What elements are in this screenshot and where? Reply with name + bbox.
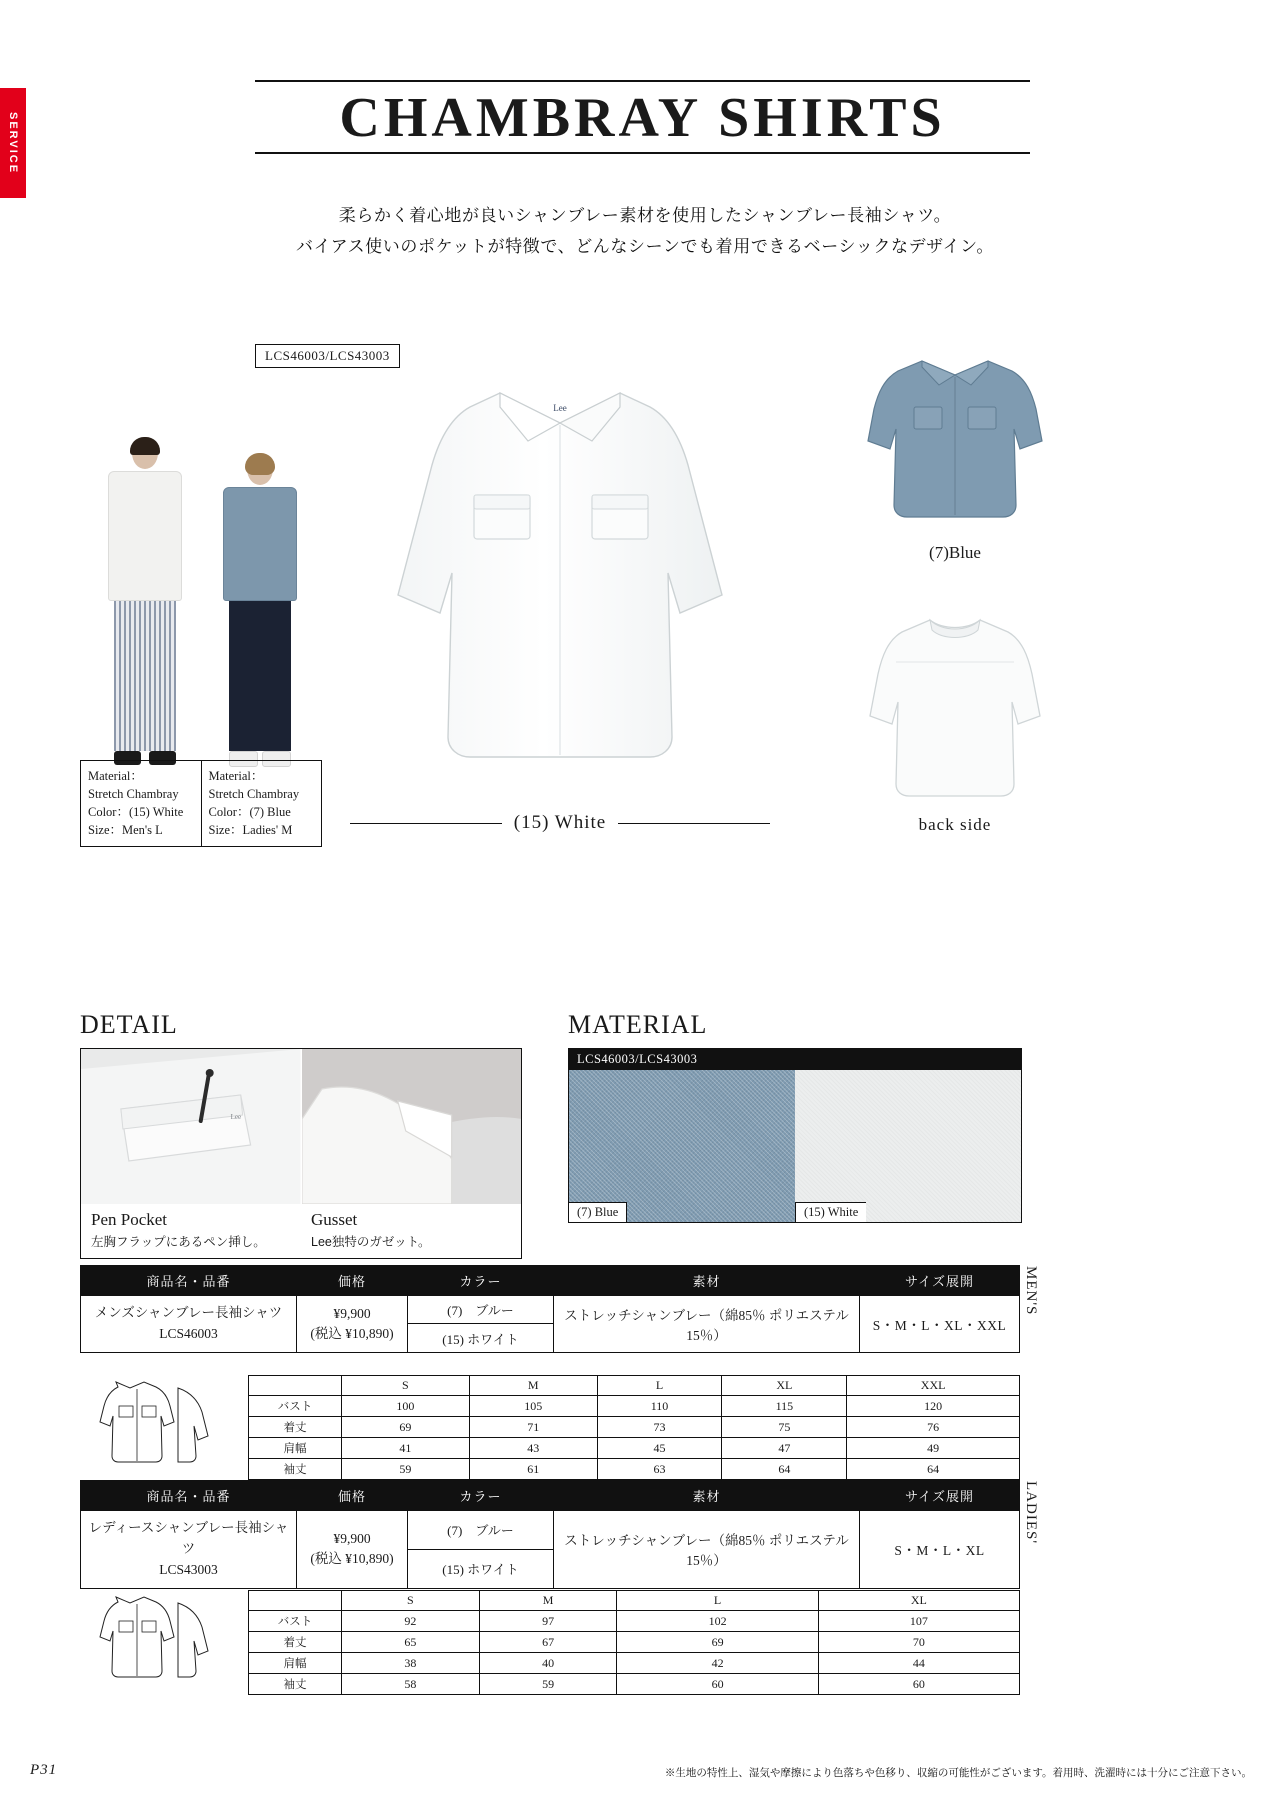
mens-color-blue: (7) ブルー (408, 1296, 554, 1324)
size-row-label: 肩幅 (249, 1438, 342, 1459)
size-value: 42 (617, 1653, 818, 1674)
size-value: 59 (342, 1459, 470, 1480)
caption-rule-right (618, 823, 770, 824)
caption-material-value: Stretch Chambray (88, 787, 179, 802)
product-image-back-side (860, 600, 1050, 815)
ladies-side-tag (1022, 1481, 1039, 1581)
size-value: 102 (617, 1611, 818, 1632)
size-value: 47 (722, 1438, 847, 1459)
service-side-tab (0, 88, 26, 198)
col-size-range: サイズ展開 (860, 1481, 1020, 1511)
size-row-label: 袖丈 (249, 1459, 342, 1480)
size-col-l: L (617, 1591, 818, 1611)
size-row-bust (249, 1396, 1020, 1417)
size-row-shoulder (249, 1653, 1020, 1674)
size-col-xl: XL (722, 1376, 847, 1396)
back-side-label: back side (918, 815, 992, 834)
ladies-price: ¥9,900 (333, 1531, 371, 1547)
intro-text (180, 200, 1110, 263)
mens-size-range: S・M・L・XL・XXL (860, 1296, 1020, 1353)
table-row (81, 1296, 1020, 1324)
size-row-length (249, 1632, 1020, 1653)
size-col-xl: XL (818, 1591, 1019, 1611)
size-row-label: 袖丈 (249, 1674, 342, 1695)
col-price: 価格 (297, 1266, 408, 1296)
size-corner-cell (249, 1591, 342, 1611)
size-value: 43 (469, 1438, 597, 1459)
size-value: 40 (479, 1653, 617, 1674)
service-tab-label: SERVICE (7, 111, 19, 175)
size-value: 38 (342, 1653, 480, 1674)
mens-product-name-cell (81, 1296, 297, 1353)
size-value: 44 (818, 1653, 1019, 1674)
ladies-price-cell (297, 1511, 408, 1589)
size-row-label: 着丈 (249, 1417, 342, 1438)
model-material-captions (80, 760, 322, 847)
model-hair (245, 453, 275, 475)
page-number: P31 (30, 1762, 58, 1778)
size-row-bust (249, 1611, 1020, 1632)
model-hair (130, 437, 160, 455)
caption-material-value: Stretch Chambray (208, 787, 300, 802)
detail-title: Gusset (311, 1210, 358, 1229)
size-value: 107 (818, 1611, 1019, 1632)
size-header-row (249, 1376, 1020, 1396)
size-value: 59 (479, 1674, 617, 1695)
table-row (81, 1511, 1020, 1550)
size-value: 64 (847, 1459, 1020, 1480)
mens-product-code: LCS46003 (159, 1325, 218, 1341)
col-product-name: 商品名・品番 (81, 1481, 297, 1511)
svg-text:Lee: Lee (230, 1112, 242, 1122)
detail-subtitle: 左胸フラップにあるペン挿し。 (91, 1235, 266, 1249)
ladies-price-tax: (税込 ¥10,890) (310, 1551, 394, 1567)
table-header-row (81, 1266, 1020, 1296)
ladies-side-tag-label: LADIES' (1023, 1481, 1039, 1545)
title-rule-bottom (255, 152, 1030, 154)
material-code-bar: LCS46003/LCS43003 (569, 1049, 1021, 1070)
size-value: 65 (342, 1632, 480, 1653)
mens-side-tag (1022, 1266, 1039, 1356)
size-col-s: S (342, 1376, 470, 1396)
intro-line-1: 柔らかく着心地が良いシャンブレー素材を使用したシャンブレー長袖シャツ。 (338, 206, 952, 225)
svg-text:Lee: Lee (553, 403, 567, 413)
size-value: 41 (342, 1438, 470, 1459)
product-image-blue-shirt (860, 345, 1050, 535)
size-value: 76 (847, 1417, 1020, 1438)
ladies-size-range: S・M・L・XL (860, 1511, 1020, 1589)
size-row-shoulder (249, 1438, 1020, 1459)
mens-technical-drawing (86, 1370, 236, 1466)
intro-line-2: バイアス使いのポケットが特徴で、どんなシーンでも着用できるベーシックなデザイン。 (295, 237, 995, 257)
title-rule-top (255, 80, 1030, 82)
mens-price: ¥9,900 (333, 1305, 371, 1321)
size-value: 105 (469, 1396, 597, 1417)
size-value: 60 (818, 1674, 1019, 1695)
table-header-row (81, 1481, 1020, 1511)
page-title: CHAMBRAY SHIRTS (339, 87, 946, 149)
size-value: 69 (342, 1417, 470, 1438)
model-mens (90, 437, 200, 765)
mens-product-name: メンズシャンブレー長袖シャツ (94, 1305, 283, 1320)
size-row-label: 肩幅 (249, 1653, 342, 1674)
size-value: 45 (597, 1438, 722, 1459)
size-col-m: M (469, 1376, 597, 1396)
material-heading: MATERIAL (568, 1010, 708, 1039)
mens-size-table (248, 1375, 1020, 1480)
detail-caption-pen-pocket (81, 1210, 301, 1250)
size-value: 75 (722, 1417, 847, 1438)
detail-subtitle: Lee独特のガゼット。 (311, 1235, 431, 1249)
col-product-name: 商品名・品番 (81, 1266, 297, 1296)
caption-color: Color：(15) White (88, 805, 184, 820)
size-value: 49 (847, 1438, 1020, 1459)
size-value: 64 (722, 1459, 847, 1480)
model-caption-ladies (201, 761, 322, 846)
blue-color-label: (7)Blue (929, 543, 981, 562)
size-value: 110 (597, 1396, 722, 1417)
ladies-color-white: (15) ホワイト (408, 1549, 554, 1588)
size-value: 60 (617, 1674, 818, 1695)
detail-title: Pen Pocket (91, 1210, 168, 1229)
caption-material-label: Material： (208, 769, 264, 783)
size-value: 71 (469, 1417, 597, 1438)
product-code-badge: LCS46003/LCS43003 (255, 344, 400, 368)
size-value: 58 (342, 1674, 480, 1695)
detail-caption-gusset (301, 1210, 521, 1250)
size-value: 97 (479, 1611, 617, 1632)
ladies-product-code: LCS43003 (159, 1561, 218, 1577)
model-shirt-blue (223, 487, 297, 601)
size-value: 92 (342, 1611, 480, 1632)
detail-block (80, 1048, 522, 1259)
col-color: カラー (408, 1481, 554, 1511)
col-material: 素材 (554, 1266, 860, 1296)
ladies-material: ストレッチシャンブレー（綿85％ ポリエステル15％） (554, 1511, 860, 1589)
size-value: 61 (469, 1459, 597, 1480)
model-photos (80, 380, 320, 765)
model-caption-mens (81, 761, 201, 846)
size-value: 120 (847, 1396, 1020, 1417)
footnote: ※生地の特性上、湿気や摩擦により色落ちや色移り、収縮の可能性がございます。着用時、洗濯時には十分にご注意下さい。 (664, 1767, 1252, 1779)
material-swatch-white (795, 1070, 1021, 1222)
material-swatch-label-blue: (7) Blue (569, 1202, 627, 1222)
model-pants-denim (229, 601, 291, 751)
model-shirt-white (108, 471, 182, 601)
material-block (568, 1048, 1022, 1223)
ladies-color-blue: (7) ブルー (408, 1511, 554, 1550)
size-value: 100 (342, 1396, 470, 1417)
size-col-m: M (479, 1591, 617, 1611)
mens-side-tag-label: MEN'S (1023, 1266, 1039, 1316)
col-size-range: サイズ展開 (860, 1266, 1020, 1296)
size-col-xxl: XXL (847, 1376, 1020, 1396)
caption-size: Size：Men's L (88, 823, 163, 838)
col-color: カラー (408, 1266, 554, 1296)
size-value: 63 (597, 1459, 722, 1480)
size-value: 70 (818, 1632, 1019, 1653)
ladies-size-table (248, 1590, 1020, 1695)
model-pants-stripe (114, 601, 176, 751)
size-col-s: S (342, 1591, 480, 1611)
detail-heading: DETAIL (80, 1010, 178, 1039)
material-swatch-blue (569, 1070, 795, 1222)
ladies-spec-table (80, 1480, 1020, 1589)
ladies-product-name: レディースシャンブレー長袖シャツ (88, 1520, 289, 1556)
detail-image-pen-pocket (81, 1049, 301, 1204)
caption-material-label: Material： (88, 769, 143, 783)
size-value: 73 (597, 1417, 722, 1438)
size-value: 67 (479, 1632, 617, 1653)
size-header-row (249, 1591, 1020, 1611)
mens-price-tax: (税込 ¥10,890) (310, 1325, 394, 1341)
size-value: 115 (722, 1396, 847, 1417)
mens-material: ストレッチシャンブレー（綿85％ ポリエステル15％） (554, 1296, 860, 1353)
main-color-label: (15) White (513, 812, 607, 833)
size-row-length (249, 1417, 1020, 1438)
main-product-caption (350, 812, 770, 834)
size-corner-cell (249, 1376, 342, 1396)
model-ladies (210, 453, 310, 765)
caption-size: Size：Ladies' M (208, 823, 293, 838)
ladies-technical-drawing (86, 1585, 236, 1681)
caption-rule-left (350, 823, 502, 824)
main-product-image-white-shirt (350, 345, 770, 795)
ladies-product-name-cell (81, 1511, 297, 1589)
size-row-label: バスト (249, 1611, 342, 1632)
size-row-label: 着丈 (249, 1632, 342, 1653)
size-row-sleeve (249, 1459, 1020, 1480)
size-col-l: L (597, 1376, 722, 1396)
mens-spec-table (80, 1265, 1020, 1353)
col-material: 素材 (554, 1481, 860, 1511)
material-swatch-label-white: (15) White (795, 1202, 866, 1222)
size-value: 69 (617, 1632, 818, 1653)
detail-image-gusset (301, 1049, 522, 1204)
title-block (255, 80, 1030, 154)
size-row-sleeve (249, 1674, 1020, 1695)
caption-color: Color：(7) Blue (208, 805, 291, 820)
mens-color-white: (15) ホワイト (408, 1324, 554, 1352)
size-row-label: バスト (249, 1396, 342, 1417)
col-price: 価格 (297, 1481, 408, 1511)
mens-price-cell (297, 1296, 408, 1353)
